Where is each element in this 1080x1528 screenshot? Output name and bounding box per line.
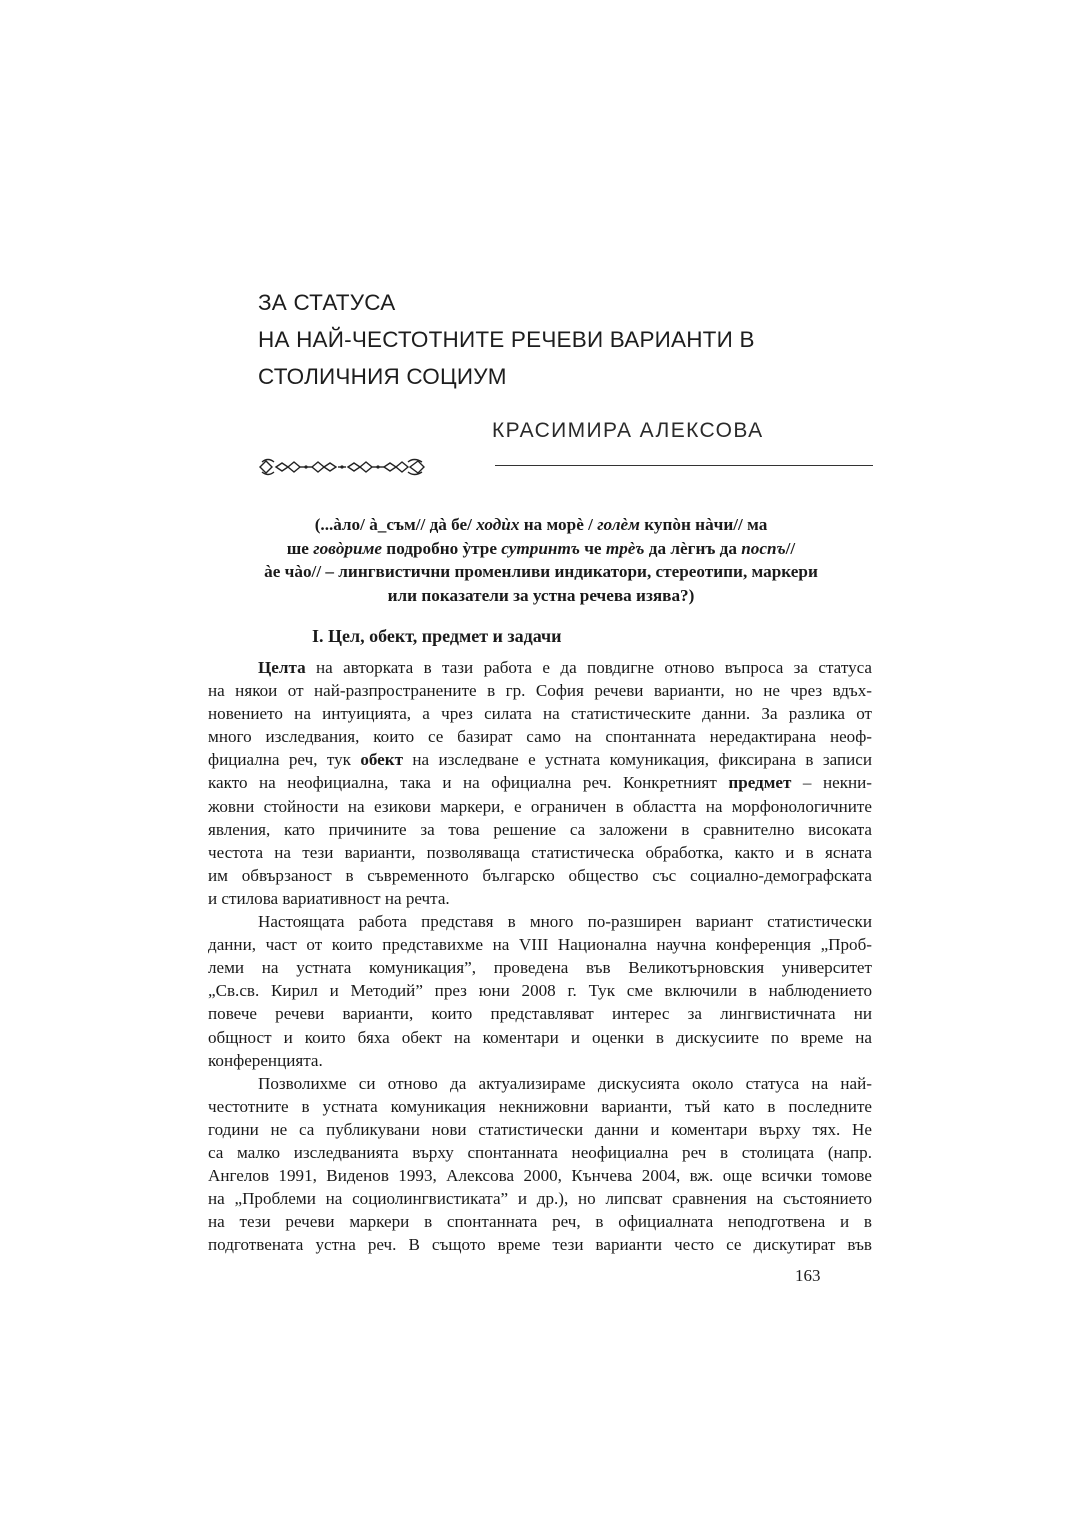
text-line: години не са публикувани нови статистически данни и коментари върху тях. Не xyxy=(208,1119,872,1139)
text-line: на тези речеви маркери в спонтанната реч, в официалната неподготвена и в xyxy=(208,1212,872,1232)
text-line: честотните в устната комуникация некнижовни варианти, тъй като в последните xyxy=(208,1096,872,1116)
text-line: са малко изследванията върху спонтанната неофициална реч в столицата (напр. xyxy=(208,1142,872,1162)
body-text xyxy=(208,656,872,1256)
text-line: им обвързаност в съвременното българско общество със социално-демографската xyxy=(208,865,872,885)
text-line: данни, част от които представихме на VIII Национална научна конференция „Проб- xyxy=(208,935,872,955)
text-line: и стилова вариативност на речта. xyxy=(208,888,450,908)
section-heading: I. Цел, обект, предмет и задачи xyxy=(312,626,562,646)
text-line: много изследвания, които се базират само на спонтанната нередактирана неоф- xyxy=(208,727,872,747)
text-line: общност и които бяха обект на коментари и оценки в дискусиите по време на xyxy=(208,1027,872,1047)
epigraph xyxy=(206,513,876,607)
text-line: явления, като причините за това решение са заложени в сравнително високата xyxy=(208,819,872,839)
text-line: подготвената устна реч. В същото време тези варианти често се дискутират във xyxy=(208,1235,872,1255)
title-line: НА НАЙ-ЧЕСТОТНИТЕ РЕЧЕВИ ВАРИАНТИ В xyxy=(258,327,755,352)
epigraph-line: àе чàо// – лингвистични променливи индикатори, стереотипи, маркери xyxy=(264,562,818,581)
text-line: новението на интуицията, а чрез силата на статистическите данни. За разлика от xyxy=(208,704,872,724)
text-line: Ангелов 1991, Виденов 1993, Алексова 2000, Кънчева 2004, вж. още всички томове xyxy=(208,1166,872,1186)
title-line: ЗА СТАТУСА xyxy=(258,290,396,315)
epigraph-line: (...àло/ à_съм// дà бе/ ходùх на морè / голèм купòн нàчи// ма xyxy=(314,515,768,534)
text-line: „Св.св. Кирил и Методий” през юни 2008 г. Тук сме включили в наблюдението xyxy=(208,981,872,1001)
text-line: честота на тези варианти, позволяваща статистическа обработка, както и в ясната xyxy=(208,842,872,862)
text-line: на „Проблеми на социолингвистиката” и др.), но липсват сравнения на състоянието xyxy=(208,1189,872,1209)
text-line: Позволихме си отново да актуализираме дискусията около статуса на най- xyxy=(258,1073,872,1093)
text-line: Целта на авторката в тази работа е да повдигне отново въпроса за статуса xyxy=(258,658,872,677)
text-line: на някои от най-разпространените в гр. София речеви варианти, но не чрез вдъх- xyxy=(208,681,872,701)
text-line: повече речеви варианти, които представляват интерес за лингвистичната ни xyxy=(208,1004,872,1024)
author-name: КРАСИМИРА АЛЕКСОВА xyxy=(492,419,764,442)
text-line: Настоящата работа представя в много по-разширен вариант статистически xyxy=(258,912,872,932)
text-line: леми на устната комуникация”, проведена във Великотърновския университет xyxy=(208,958,872,978)
text-line: жовни стойности на езикови маркери, е ограничен в областта на морфонологичните xyxy=(208,796,872,816)
text-line: конференцията. xyxy=(208,1050,323,1070)
title-line: СТОЛИЧНИЯ СОЦИУМ xyxy=(258,364,507,389)
ornament-divider-icon xyxy=(258,455,426,479)
text-line: фициална реч, тук обект на изследване е устната комуникация, фиксирана в записи xyxy=(208,750,872,770)
epigraph-line: ше говòриме подробно ỳтре сутринтъ че трèъ да лèгнъ да поспъ// xyxy=(286,538,796,558)
epigraph-line: или показатели за устна речева изява?) xyxy=(387,585,695,605)
author-rule xyxy=(495,465,873,466)
article-title xyxy=(258,284,898,395)
page-number: 163 xyxy=(795,1266,821,1285)
text-line: както на неофициална, така и на официална реч. Конкретният предмет – некни- xyxy=(208,773,872,793)
